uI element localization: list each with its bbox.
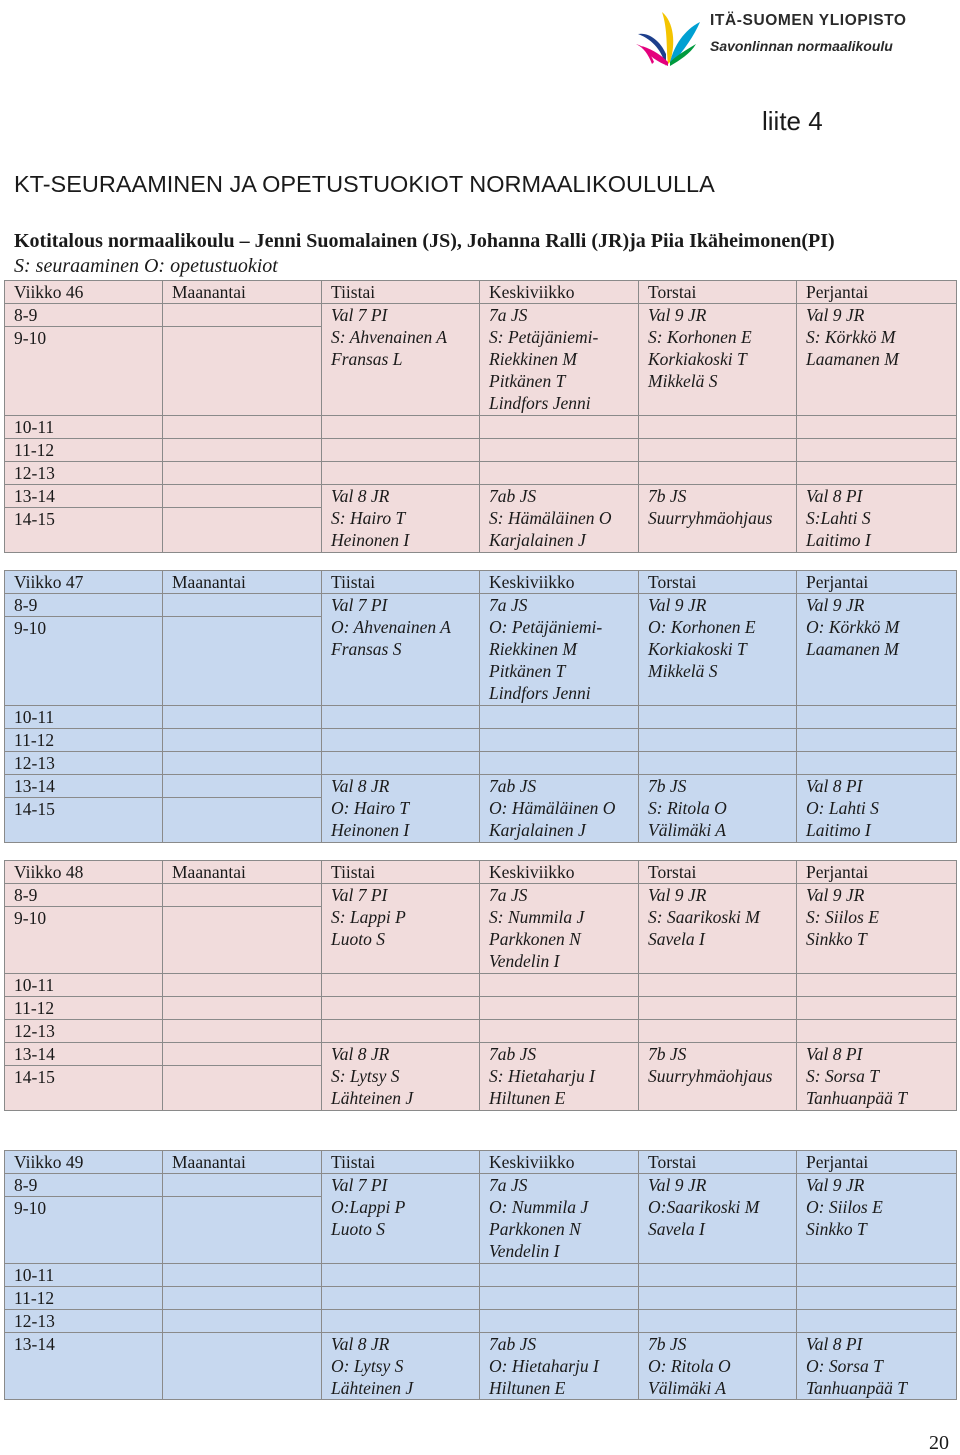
empty-cell <box>163 775 322 798</box>
time-label: 9-10 <box>5 327 163 416</box>
day-header: Torstai <box>639 571 797 594</box>
time-row <box>5 1287 957 1310</box>
empty-cell <box>322 706 480 729</box>
lesson-cell <box>639 1333 797 1400</box>
appendix-label: liite 4 <box>762 106 823 136</box>
cell-line: S: Korhonen E <box>648 327 752 347</box>
lesson-cell <box>797 775 957 843</box>
day-header: Keskiviikko <box>480 571 639 594</box>
empty-cell <box>797 439 957 462</box>
cell-line: Heinonen I <box>331 820 410 840</box>
empty-cell <box>797 997 957 1020</box>
lesson-cell <box>797 1174 957 1264</box>
university-logo <box>632 4 942 76</box>
lesson-cell <box>322 594 480 706</box>
empty-cell <box>639 997 797 1020</box>
cell-line: Välimäki A <box>648 820 726 840</box>
time-label: 9-10 <box>5 617 163 706</box>
cell-line: O: Petäjäniemi- <box>489 617 603 637</box>
empty-cell <box>163 997 322 1020</box>
cell-line: O:Lappi P <box>331 1197 406 1217</box>
cell-line: 7ab JS <box>489 1044 537 1064</box>
cell-line: Parkkonen N <box>489 929 581 949</box>
time-row <box>5 1020 957 1043</box>
empty-cell <box>639 416 797 439</box>
lesson-cell <box>639 304 797 416</box>
week-label: Viikko 46 <box>5 281 163 304</box>
empty-cell <box>163 1310 322 1333</box>
day-header: Keskiviikko <box>480 861 639 884</box>
week-schedule-table <box>4 280 957 553</box>
cell-line: Tanhuanpää T <box>806 1088 907 1108</box>
time-row <box>5 1333 957 1400</box>
empty-cell <box>163 508 322 553</box>
empty-cell <box>163 617 322 706</box>
cell-line: O: Lytsy S <box>331 1356 404 1376</box>
cell-line: Lähteinen J <box>331 1378 414 1398</box>
empty-cell <box>322 729 480 752</box>
cell-line: Laamanen M <box>806 639 899 659</box>
cell-line: Lähteinen J <box>331 1088 414 1108</box>
cell-line: Val 8 JR <box>331 486 390 506</box>
empty-cell <box>163 1287 322 1310</box>
time-row <box>5 439 957 462</box>
empty-cell <box>322 1287 480 1310</box>
empty-cell <box>163 304 322 327</box>
day-header: Tiistai <box>322 861 480 884</box>
cell-line: Hiltunen E <box>489 1378 566 1398</box>
cell-line: 7a JS <box>489 885 528 905</box>
cell-line: Val 8 JR <box>331 776 390 796</box>
cell-line: O: Korhonen E <box>648 617 756 637</box>
time-label: 13-14 <box>5 775 163 798</box>
empty-cell <box>639 1020 797 1043</box>
day-header: Keskiviikko <box>480 1151 639 1174</box>
legend-text: S: seuraaminen O: opetustuokiot <box>14 255 278 277</box>
empty-cell <box>797 1287 957 1310</box>
empty-cell <box>322 974 480 997</box>
time-row <box>5 1174 957 1197</box>
empty-cell <box>163 439 322 462</box>
time-label: 9-10 <box>5 1197 163 1264</box>
cell-line: Vendelin I <box>489 1241 560 1261</box>
empty-cell <box>163 1020 322 1043</box>
time-label: 14-15 <box>5 798 163 843</box>
cell-line: Pitkänen T <box>489 371 566 391</box>
lesson-cell <box>797 594 957 706</box>
lesson-cell <box>639 485 797 553</box>
cell-line: S:Lahti S <box>806 508 871 528</box>
cell-line: O: Siilos E <box>806 1197 883 1217</box>
cell-line: 7b JS <box>648 486 687 506</box>
cell-line: 7a JS <box>489 305 528 325</box>
cell-line: Hiltunen E <box>489 1088 566 1108</box>
cell-line: S: Petäjäniemi- <box>489 327 599 347</box>
time-row <box>5 884 957 907</box>
header-row <box>5 281 957 304</box>
cell-line: O: Nummila J <box>489 1197 589 1217</box>
empty-cell <box>639 439 797 462</box>
time-label: 14-15 <box>5 508 163 553</box>
lesson-cell <box>480 1043 639 1111</box>
empty-cell <box>163 416 322 439</box>
empty-cell <box>163 462 322 485</box>
time-label: 11-12 <box>5 729 163 752</box>
empty-cell <box>322 462 480 485</box>
cell-line: Karjalainen J <box>489 530 586 550</box>
lesson-cell <box>480 775 639 843</box>
lesson-cell <box>322 1333 480 1400</box>
day-header: Maanantai <box>163 861 322 884</box>
empty-cell <box>322 1020 480 1043</box>
day-header: Perjantai <box>797 1151 957 1174</box>
empty-cell <box>797 462 957 485</box>
cell-line: S: Lappi P <box>331 907 406 927</box>
cell-line: Val 8 PI <box>806 486 863 506</box>
cell-line: S: Hietaharju I <box>489 1066 595 1086</box>
cell-line: Vendelin I <box>489 951 560 971</box>
empty-cell <box>163 884 322 907</box>
cell-line: 7b JS <box>648 1334 687 1354</box>
empty-cell <box>163 1333 322 1400</box>
empty-cell <box>480 439 639 462</box>
week-label: Viikko 48 <box>5 861 163 884</box>
week-label: Viikko 49 <box>5 1151 163 1174</box>
cell-line: 7b JS <box>648 1044 687 1064</box>
cell-line: S: Ritola O <box>648 798 727 818</box>
empty-cell <box>480 1264 639 1287</box>
empty-cell <box>639 462 797 485</box>
empty-cell <box>480 752 639 775</box>
cell-line: S: Ahvenainen A <box>331 327 447 347</box>
empty-cell <box>163 974 322 997</box>
time-label: 12-13 <box>5 1310 163 1333</box>
cell-line: Val 9 JR <box>648 1175 707 1195</box>
cell-line: S: Hämäläinen O <box>489 508 612 528</box>
empty-cell <box>639 706 797 729</box>
time-row <box>5 752 957 775</box>
time-row <box>5 775 957 798</box>
empty-cell <box>322 997 480 1020</box>
empty-cell <box>480 1020 639 1043</box>
empty-cell <box>163 1197 322 1264</box>
cell-line: O: Körkkö M <box>806 617 900 637</box>
cell-line: S: Saarikoski M <box>648 907 760 927</box>
empty-cell <box>639 1287 797 1310</box>
time-label: 11-12 <box>5 1287 163 1310</box>
empty-cell <box>163 798 322 843</box>
day-header: Torstai <box>639 281 797 304</box>
day-header: Perjantai <box>797 571 957 594</box>
lesson-cell <box>639 884 797 974</box>
empty-cell <box>163 327 322 416</box>
empty-cell <box>480 706 639 729</box>
empty-cell <box>163 485 322 508</box>
lesson-cell <box>322 775 480 843</box>
cell-line: Mikkelä S <box>648 661 718 681</box>
cell-line: Val 9 JR <box>806 1175 865 1195</box>
cell-line: O: Ritola O <box>648 1356 731 1376</box>
empty-cell <box>797 416 957 439</box>
time-row <box>5 1264 957 1287</box>
empty-cell <box>322 752 480 775</box>
page-number: 20 <box>929 1432 949 1454</box>
cell-line: Mikkelä S <box>648 371 718 391</box>
cell-line: Heinonen I <box>331 530 410 550</box>
page-title: KT-SEURAAMINEN JA OPETUSTUOKIOT NORMAALIKOULULLA <box>14 171 715 197</box>
empty-cell <box>797 706 957 729</box>
cell-line: Savela I <box>648 1219 705 1239</box>
empty-cell <box>797 1310 957 1333</box>
empty-cell <box>322 416 480 439</box>
cell-line: Lindfors Jenni <box>489 683 591 703</box>
flower-logo-icon <box>632 4 706 76</box>
cell-line: Sinkko T <box>806 929 867 949</box>
time-label: 13-14 <box>5 1043 163 1066</box>
cell-line: Val 9 JR <box>648 305 707 325</box>
cell-line: Laamanen M <box>806 349 899 369</box>
time-row <box>5 485 957 508</box>
empty-cell <box>163 706 322 729</box>
time-label: 12-13 <box>5 752 163 775</box>
cell-line: Lindfors Jenni <box>489 393 591 413</box>
cell-line: Laitimo I <box>806 820 871 840</box>
empty-cell <box>322 1310 480 1333</box>
day-header: Tiistai <box>322 571 480 594</box>
day-header: Perjantai <box>797 281 957 304</box>
time-row <box>5 706 957 729</box>
lesson-cell <box>797 485 957 553</box>
empty-cell <box>163 729 322 752</box>
empty-cell <box>480 462 639 485</box>
time-row <box>5 594 957 617</box>
empty-cell <box>163 1043 322 1066</box>
cell-line: Luoto S <box>331 929 385 949</box>
time-row <box>5 462 957 485</box>
time-label: 14-15 <box>5 1066 163 1111</box>
cell-line: O: Ahvenainen A <box>331 617 451 637</box>
lesson-cell <box>480 485 639 553</box>
empty-cell <box>639 729 797 752</box>
time-label: 10-11 <box>5 974 163 997</box>
cell-line: Suurryhmäohjaus <box>648 1066 773 1086</box>
lesson-cell <box>322 485 480 553</box>
header-row <box>5 861 957 884</box>
lesson-cell <box>322 304 480 416</box>
time-label: 12-13 <box>5 462 163 485</box>
logo-school-name: Savonlinnan normaalikoulu <box>710 38 893 54</box>
empty-cell <box>163 1174 322 1197</box>
empty-cell <box>322 1264 480 1287</box>
cell-line: Val 8 PI <box>806 1044 863 1064</box>
cell-line: 7b JS <box>648 776 687 796</box>
cell-line: Sinkko T <box>806 1219 867 1239</box>
cell-line: Val 8 PI <box>806 1334 863 1354</box>
time-label: 10-11 <box>5 1264 163 1287</box>
time-row <box>5 304 957 327</box>
cell-line: Pitkänen T <box>489 661 566 681</box>
week-schedule-table <box>4 570 957 843</box>
empty-cell <box>163 907 322 974</box>
cell-line: O:Saarikoski M <box>648 1197 760 1217</box>
cell-line: S: Lytsy S <box>331 1066 400 1086</box>
time-label: 12-13 <box>5 1020 163 1043</box>
empty-cell <box>797 974 957 997</box>
day-header: Maanantai <box>163 571 322 594</box>
cell-line: 7a JS <box>489 1175 528 1195</box>
empty-cell <box>639 974 797 997</box>
time-label: 10-11 <box>5 416 163 439</box>
empty-cell <box>797 752 957 775</box>
time-label: 8-9 <box>5 594 163 617</box>
week-schedule-table <box>4 860 957 1111</box>
header-row <box>5 571 957 594</box>
lesson-cell <box>797 1333 957 1400</box>
lesson-cell <box>322 1174 480 1264</box>
lesson-cell <box>797 884 957 974</box>
cell-line: 7ab JS <box>489 776 537 796</box>
cell-line: 7ab JS <box>489 1334 537 1354</box>
time-label: 9-10 <box>5 907 163 974</box>
cell-line: O: Lahti S <box>806 798 879 818</box>
day-header: Maanantai <box>163 1151 322 1174</box>
lesson-cell <box>797 304 957 416</box>
cell-line: Val 9 JR <box>806 885 865 905</box>
cell-line: S: Hairo T <box>331 508 406 528</box>
cell-line: Val 9 JR <box>648 595 707 615</box>
cell-line: Val 7 PI <box>331 595 388 615</box>
lesson-cell <box>639 594 797 706</box>
day-header: Maanantai <box>163 281 322 304</box>
empty-cell <box>163 1264 322 1287</box>
empty-cell <box>480 1310 639 1333</box>
empty-cell <box>480 729 639 752</box>
time-row <box>5 1043 957 1066</box>
time-label: 13-14 <box>5 485 163 508</box>
empty-cell <box>797 1264 957 1287</box>
day-header: Perjantai <box>797 861 957 884</box>
lesson-cell <box>322 884 480 974</box>
cell-line: Luoto S <box>331 1219 385 1239</box>
logo-university-name: ITÄ-SUOMEN YLIOPISTO <box>710 12 907 29</box>
lesson-cell <box>639 775 797 843</box>
cell-line: Val 7 PI <box>331 305 388 325</box>
lesson-cell <box>480 884 639 974</box>
lesson-cell <box>480 594 639 706</box>
cell-line: Korkiakoski T <box>648 639 747 659</box>
empty-cell <box>797 729 957 752</box>
empty-cell <box>480 416 639 439</box>
cell-line: Savela I <box>648 929 705 949</box>
time-row <box>5 974 957 997</box>
cell-line: Val 9 JR <box>806 305 865 325</box>
day-header: Keskiviikko <box>480 281 639 304</box>
cell-line: O: Hämäläinen O <box>489 798 616 818</box>
empty-cell <box>163 1066 322 1111</box>
time-label: 8-9 <box>5 884 163 907</box>
cell-line: Val 8 PI <box>806 776 863 796</box>
cell-line: Val 7 PI <box>331 885 388 905</box>
cell-line: O: Hietaharju I <box>489 1356 599 1376</box>
cell-line: S: Nummila J <box>489 907 585 927</box>
cell-line: Karjalainen J <box>489 820 586 840</box>
cell-line: Val 8 JR <box>331 1334 390 1354</box>
empty-cell <box>322 439 480 462</box>
empty-cell <box>163 594 322 617</box>
lesson-cell <box>480 1333 639 1400</box>
time-label: 13-14 <box>5 1333 163 1400</box>
lesson-cell <box>480 1174 639 1264</box>
lesson-cell <box>639 1174 797 1264</box>
time-label: 11-12 <box>5 439 163 462</box>
cell-line: Riekkinen M <box>489 639 577 659</box>
cell-line: S: Sorsa T <box>806 1066 879 1086</box>
cell-line: 7a JS <box>489 595 528 615</box>
cell-line: Fransas S <box>331 639 402 659</box>
lesson-cell <box>639 1043 797 1111</box>
week-schedule-table <box>4 1150 957 1400</box>
cell-line: Fransas L <box>331 349 403 369</box>
cell-line: 7ab JS <box>489 486 537 506</box>
time-row <box>5 997 957 1020</box>
day-header: Tiistai <box>322 281 480 304</box>
time-row <box>5 1310 957 1333</box>
empty-cell <box>639 1264 797 1287</box>
empty-cell <box>639 1310 797 1333</box>
time-label: 8-9 <box>5 1174 163 1197</box>
cell-line: Val 7 PI <box>331 1175 388 1195</box>
cell-line: Val 9 JR <box>648 885 707 905</box>
lesson-cell <box>797 1043 957 1111</box>
lesson-cell <box>480 304 639 416</box>
cell-line: Val 8 JR <box>331 1044 390 1064</box>
time-label: 8-9 <box>5 304 163 327</box>
empty-cell <box>480 1287 639 1310</box>
cell-line: Tanhuanpää T <box>806 1378 907 1398</box>
time-label: 11-12 <box>5 997 163 1020</box>
time-label: 10-11 <box>5 706 163 729</box>
cell-line: O: Hairo T <box>331 798 410 818</box>
time-row <box>5 416 957 439</box>
time-row <box>5 729 957 752</box>
cell-line: Parkkonen N <box>489 1219 581 1239</box>
cell-line: S: Siilos E <box>806 907 879 927</box>
cell-line: O: Sorsa T <box>806 1356 883 1376</box>
empty-cell <box>480 997 639 1020</box>
empty-cell <box>639 752 797 775</box>
empty-cell <box>797 1020 957 1043</box>
cell-line: Laitimo I <box>806 530 871 550</box>
cell-line: Suurryhmäohjaus <box>648 508 773 528</box>
cell-line: Val 9 JR <box>806 595 865 615</box>
week-label: Viikko 47 <box>5 571 163 594</box>
empty-cell <box>480 974 639 997</box>
header-row <box>5 1151 957 1174</box>
cell-line: Riekkinen M <box>489 349 577 369</box>
day-header: Torstai <box>639 861 797 884</box>
page-subtitle: Kotitalous normaalikoulu – Jenni Suomalainen (JS), Johanna Ralli (JR)ja Piia Ikäheimonen(PI) <box>14 230 835 252</box>
cell-line: S: Körkkö M <box>806 327 896 347</box>
lesson-cell <box>322 1043 480 1111</box>
day-header: Torstai <box>639 1151 797 1174</box>
empty-cell <box>163 752 322 775</box>
day-header: Tiistai <box>322 1151 480 1174</box>
cell-line: Välimäki A <box>648 1378 726 1398</box>
cell-line: Korkiakoski T <box>648 349 747 369</box>
